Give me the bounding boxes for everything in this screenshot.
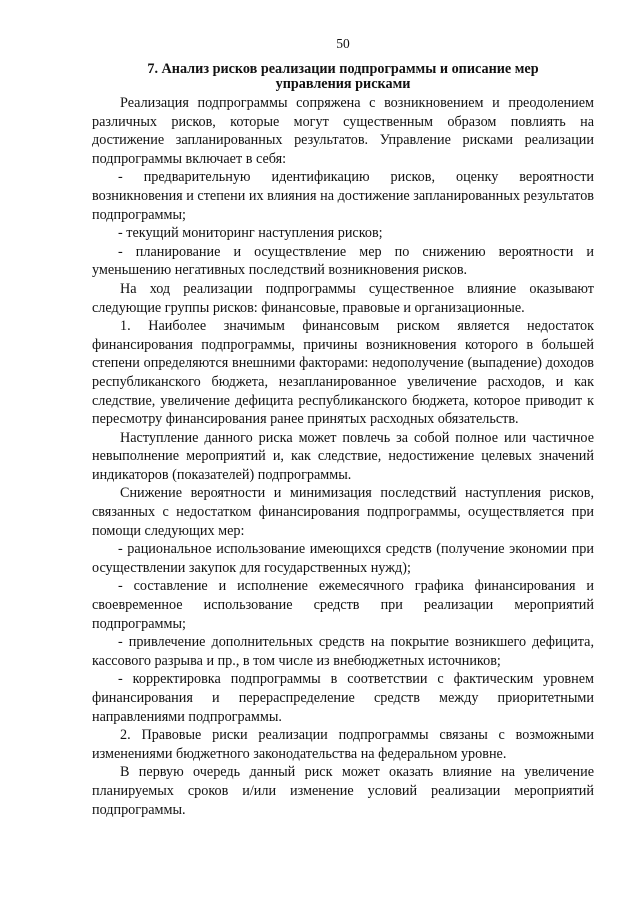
paragraph-mitigation-intro: Снижение вероятности и минимизация последствий наступления рисков, связанных с недостатком финансирования подпрограммы, осуществляется при помощи следующих мер: [92, 485, 594, 539]
paragraph-intro: Реализация подпрограммы сопряжена с возникновением и преодолением различных рисков, которые могут существенным образом повлиять на достижение запланированных результатов. Управление рисками реализации подпрограммы включает в себя: [92, 95, 594, 167]
list-item: - текущий мониторинг наступления рисков; [118, 225, 383, 242]
list-item: - рациональное использование имеющихся средств (получение экономии при осуществлении закупок для государственных нужд); [92, 541, 594, 576]
paragraph-legal-risk: 2. Правовые риски реализации подпрограммы связаны с возможными изменениями бюджетного законодательства на федеральном уровне. [92, 727, 594, 762]
paragraph-risk-consequences: Наступление данного риска может повлечь за собой полное или частичное невыполнение мероприятий и, как следствие, недостижение целевых значений индикаторов (показателей) подпрограммы. [92, 429, 594, 483]
list-item: - корректировка подпрограммы в соответствии с фактическим уровнем финансирования и перераспределение средств между приоритетными направлениями подпрограммы. [92, 671, 594, 725]
list-item: - предварительную идентификацию рисков, оценку вероятности возникновения и степени их влияния на достижение запланированных результатов подпрограммы; [92, 169, 594, 223]
list-item: - составление и исполнение ежемесячного графика финансирования и своевременное использование средств при реализации мероприятий подпрограммы; [92, 578, 594, 632]
section-title-line-1: 7. Анализ рисков реализации подпрограммы и описание мер [147, 61, 539, 77]
list-item: - планирование и осуществление мер по снижению вероятности и уменьшению негативных последствий возникновения рисков. [92, 243, 594, 279]
paragraph-legal-impact: В первую очередь данный риск может оказать влияние на увеличение планируемых сроков и/или изменение условий реализации мероприятий подпрограммы. [92, 764, 594, 818]
list-item: - привлечение дополнительных средств на покрытие возникшего дефицита, кассового разрыва и пр., в том числе из внебюджетных источников; [92, 634, 594, 669]
paragraph-financial-risk: 1. Наиболее значимым финансовым риском является недостаток финансирования подпрограммы, причины возникновения которого в большей степени определяются внешними факторами: недополучение (выпадение) доходов республиканского бюджета, незапланированное увеличение расходов, и как следствие, увеличение дефицита республиканского бюджета, которое приводит к пересмотру финансирования ранее принятых расходных обязательств. [92, 318, 594, 428]
document-body [92, 94, 594, 819]
paragraph-risk-groups: На ход реализации подпрограммы существенное влияние оказывают следующие группы рисков: финансовые, правовые и организационные. [92, 280, 594, 316]
page-number: 50 [336, 36, 350, 51]
section-title [92, 62, 594, 92]
section-title-line-2: управления рисками [275, 76, 411, 92]
